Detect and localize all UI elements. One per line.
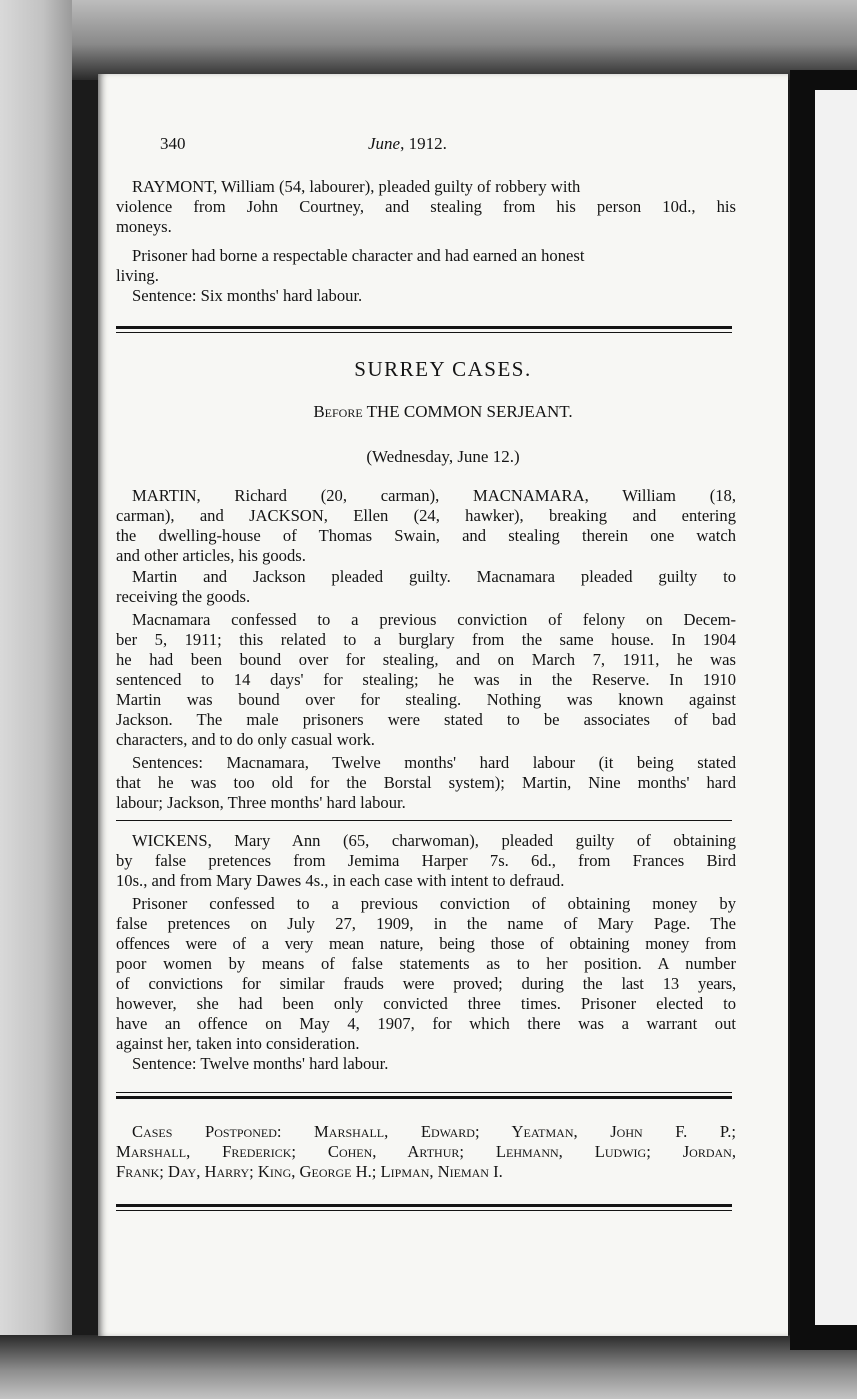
double-rule-top-b: [116, 332, 732, 333]
wickens-line-5: false pretences on July 27, 1909, in the name of Mary Page. The: [116, 914, 736, 933]
adjacent-page-edge: [815, 90, 857, 1325]
raymont-line-1: RAYMONT, William (54, labourer), pleaded guilty of robbery with: [132, 177, 581, 196]
rule-between-cases: [116, 820, 732, 821]
double-rule-mid-b: [116, 1096, 732, 1099]
martin-line-13: characters, and to do only casual work.: [116, 730, 375, 749]
wickens-line-10: have an offence on May 4, 1907, for which there was a warrant out: [116, 1014, 736, 1033]
martin-line-8: ber 5, 1911; this related to a burglary from the same house. In 1904: [116, 630, 736, 649]
section-title: SURREY CASES.: [354, 357, 532, 381]
martin-line-3: the dwelling-house of Thomas Swain, and stealing therein one watch: [116, 526, 736, 545]
martin-line-5: Martin and Jackson pleaded guilty. Macnamara pleaded guilty to: [132, 567, 736, 586]
book-page: [98, 74, 788, 1336]
wickens-line-4: Prisoner confessed to a previous conviction of obtaining money by: [132, 894, 736, 913]
wickens-line-2: by false pretences from Jemima Harper 7s. 6d., from Frances Bird: [116, 851, 736, 870]
postponed-line-1: Cases Postponed: Marshall, Edward; Yeatman, John F. P.;: [132, 1122, 736, 1141]
wickens-line-7: poor women by means of false statements as to her position. A number: [116, 954, 736, 973]
martin-line-6: receiving the goods.: [116, 587, 251, 606]
martin-line-14: Sentences: Macnamara, Twelve months' hard labour (it being stated: [132, 753, 736, 772]
raymont-line-5: living.: [116, 266, 159, 285]
wickens-line-6: offences were of a very mean nature, being those of obtaining money from: [116, 934, 736, 953]
martin-line-2: carman), and JACKSON, Ellen (24, hawker), breaking and entering: [116, 506, 736, 525]
wickens-line-8: of convictions for similar frauds were proved; during the last 13 years,: [116, 974, 736, 993]
wickens-line-9: however, she had been only convicted three times. Prisoner elected to: [116, 994, 736, 1013]
scan-background-top: [0, 0, 857, 80]
scan-background-bottom: [0, 1335, 857, 1399]
wickens-line-11: against her, taken into consideration.: [116, 1034, 360, 1053]
section-date: (Wednesday, June 12.): [366, 447, 520, 466]
page-text-area: [98, 74, 788, 1336]
martin-line-7: Macnamara confessed to a previous conviction of felony on Decem-: [132, 610, 736, 629]
postponed-line-2: Marshall, Frederick; Cohen, Arthur; Lehmann, Ludwig; Jordan,: [116, 1142, 736, 1161]
raymont-line-4: Prisoner had borne a respectable character and had earned an honest: [132, 246, 585, 265]
wickens-line-3: 10s., and from Mary Dawes 4s., in each case with intent to defraud.: [116, 871, 565, 890]
raymont-sentence: Sentence: Six months' hard labour.: [132, 286, 363, 305]
wickens-line-1: WICKENS, Mary Ann (65, charwoman), pleaded guilty of obtaining: [132, 831, 736, 850]
martin-line-15: that he was too old for the Borstal system); Martin, Nine months' hard: [116, 773, 736, 792]
raymont-line-2: violence from John Courtney, and stealing from his person 10d., his: [116, 197, 736, 216]
martin-line-4: and other articles, his goods.: [116, 546, 306, 565]
header-year: , 1912.: [400, 134, 447, 153]
double-rule-bottom-a: [116, 1204, 732, 1207]
martin-line-11: Martin was bound over for stealing. Nothing was known against: [116, 690, 736, 709]
double-rule-top-a: [116, 326, 732, 329]
martin-line-9: he had been bound over for stealing, and on March 7, 1911, he was: [116, 650, 736, 669]
page-number: 340: [160, 134, 186, 153]
martin-line-12: Jackson. The male prisoners were stated to be associates of bad: [116, 710, 736, 729]
court-before-prefix: Before: [313, 402, 363, 421]
martin-line-10: sentenced to 14 days' for stealing; he was in the Reserve. In 1910: [116, 670, 736, 689]
martin-line-1: MARTIN, Richard (20, carman), MACNAMARA, William (18,: [132, 486, 736, 505]
scan-background-left: [0, 0, 72, 1399]
martin-line-16: labour; Jackson, Three months' hard labour.: [116, 793, 406, 812]
court-judge: THE COMMON SERJEANT.: [366, 402, 573, 421]
wickens-sentence: Sentence: Twelve months' hard labour.: [132, 1054, 389, 1073]
double-rule-mid-a: [116, 1092, 732, 1093]
section-court: [98, 402, 788, 422]
header-month: June: [368, 134, 401, 153]
raymont-line-3: moneys.: [116, 217, 172, 236]
double-rule-bottom-b: [116, 1210, 732, 1211]
postponed-line-3: Frank; Day, Harry; King, George H.; Lipman, Nieman I.: [116, 1162, 503, 1181]
running-header-date: [368, 134, 447, 154]
